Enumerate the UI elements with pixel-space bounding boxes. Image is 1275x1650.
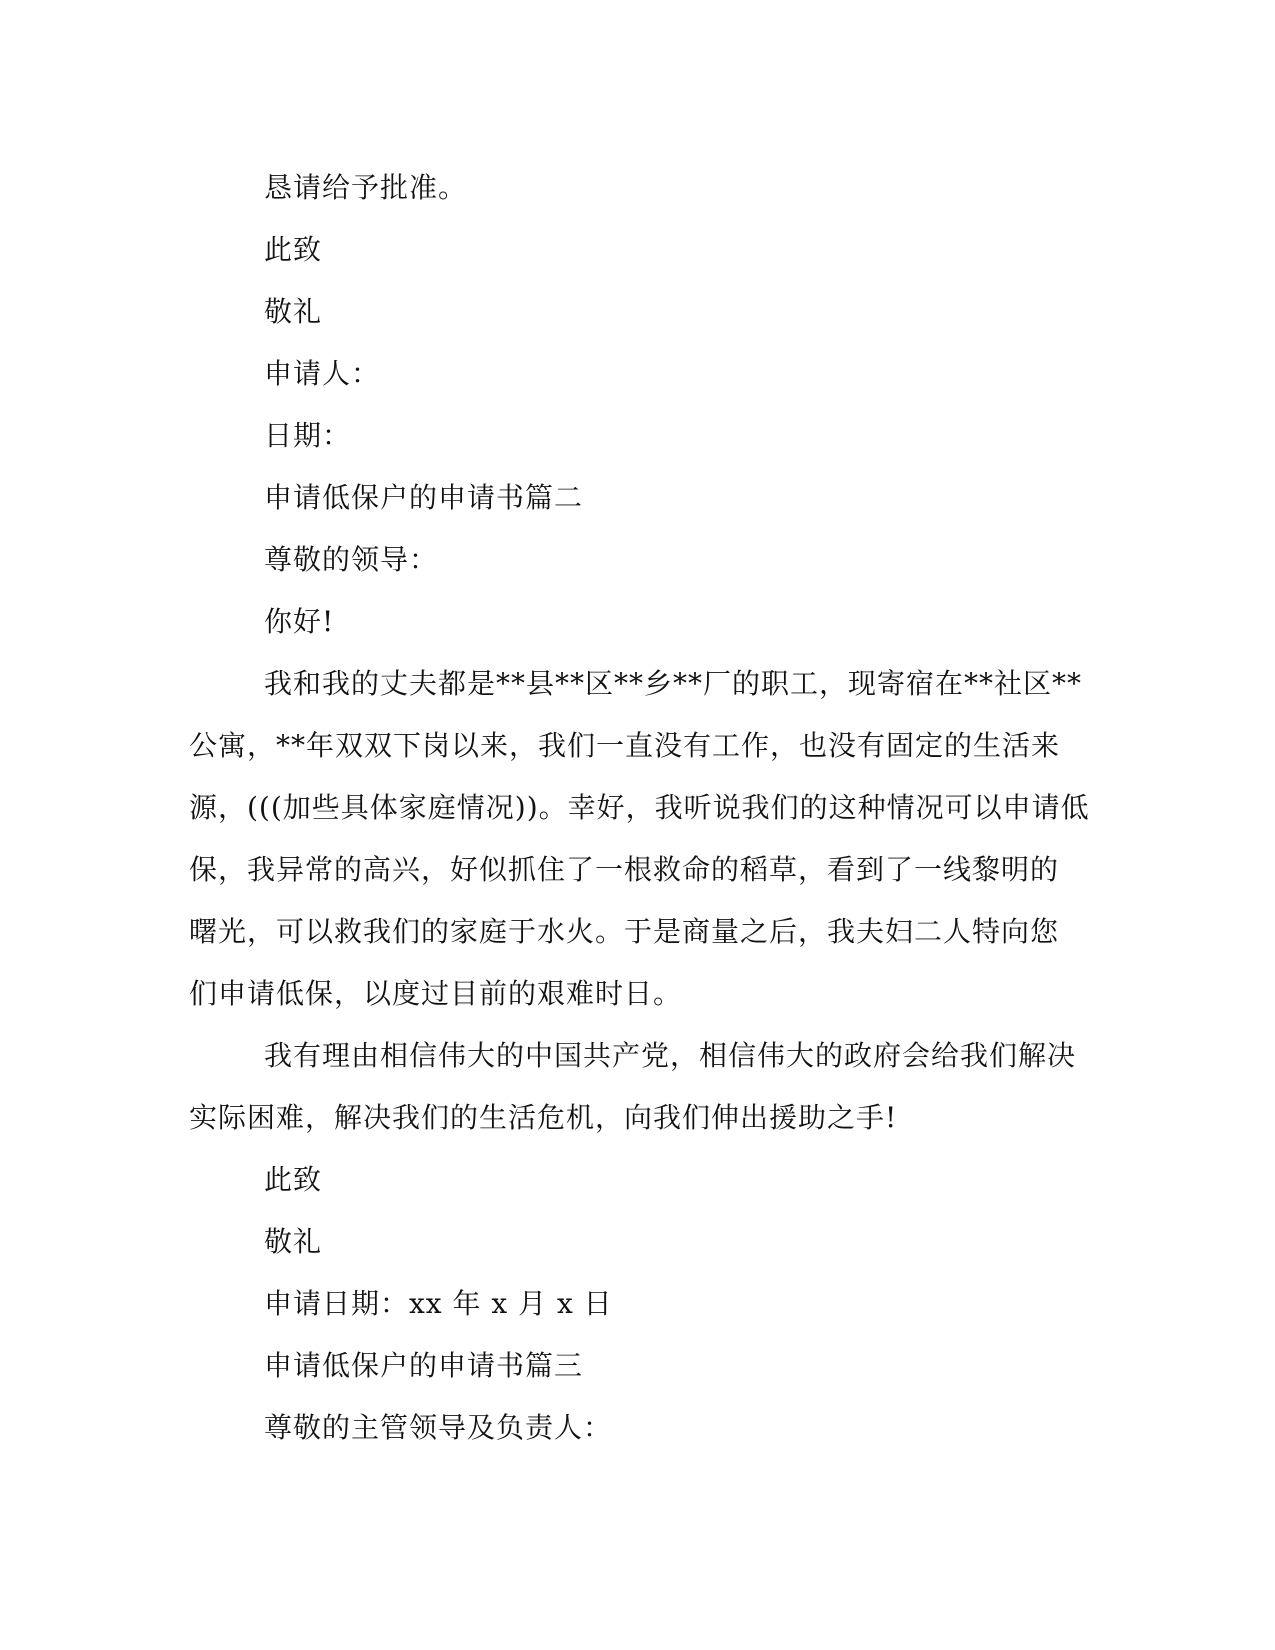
text-line: 尊敬的主管领导及负责人： bbox=[264, 1411, 613, 1444]
text-line: 日期： bbox=[264, 419, 352, 452]
paragraph-line: 源，(((加些具体家庭情况))。幸好，我听说我们的这种情况可以申请低 bbox=[189, 791, 1090, 824]
section-heading: 申请低保户的申请书篇二 bbox=[264, 481, 584, 514]
text-line: 敬礼 bbox=[264, 1225, 323, 1258]
text-line: 此致 bbox=[264, 233, 323, 266]
paragraph-line: 我和我的丈夫都是**县**区**乡**厂的职工，现寄宿在**社区** bbox=[264, 667, 1083, 700]
paragraph-line: 们申请低保，以度过目前的艰难时日。 bbox=[189, 977, 683, 1010]
paragraph-line: 我有理由相信伟大的中国共产党，相信伟大的政府会给我们解决 bbox=[264, 1039, 1077, 1072]
text-line: 此致 bbox=[264, 1163, 323, 1196]
text-line: 恳请给予批准。 bbox=[264, 171, 468, 204]
text-line: 敬礼 bbox=[264, 295, 323, 328]
paragraph-line: 保，我异常的高兴，好似抓住了一根救命的稻草，看到了一线黎明的 bbox=[189, 853, 1060, 886]
text-line: 尊敬的领导： bbox=[264, 543, 439, 576]
paragraph-line: 实际困难，解决我们的生活危机，向我们伸出援助之手! bbox=[189, 1101, 898, 1134]
paragraph-line: 曙光，可以救我们的家庭于水火。于是商量之后，我夫妇二人特向您 bbox=[189, 915, 1060, 948]
text-line: 你好! bbox=[264, 605, 335, 638]
text-line: 申请人： bbox=[264, 357, 381, 390]
document-body bbox=[189, 157, 1089, 1459]
paragraph-line: 公寓，**年双双下岗以来，我们一直没有工作，也没有固定的生活来 bbox=[189, 729, 1061, 762]
text-line: 申请日期：xx 年 x 月 x 日 bbox=[264, 1287, 613, 1320]
section-heading: 申请低保户的申请书篇三 bbox=[264, 1349, 584, 1382]
